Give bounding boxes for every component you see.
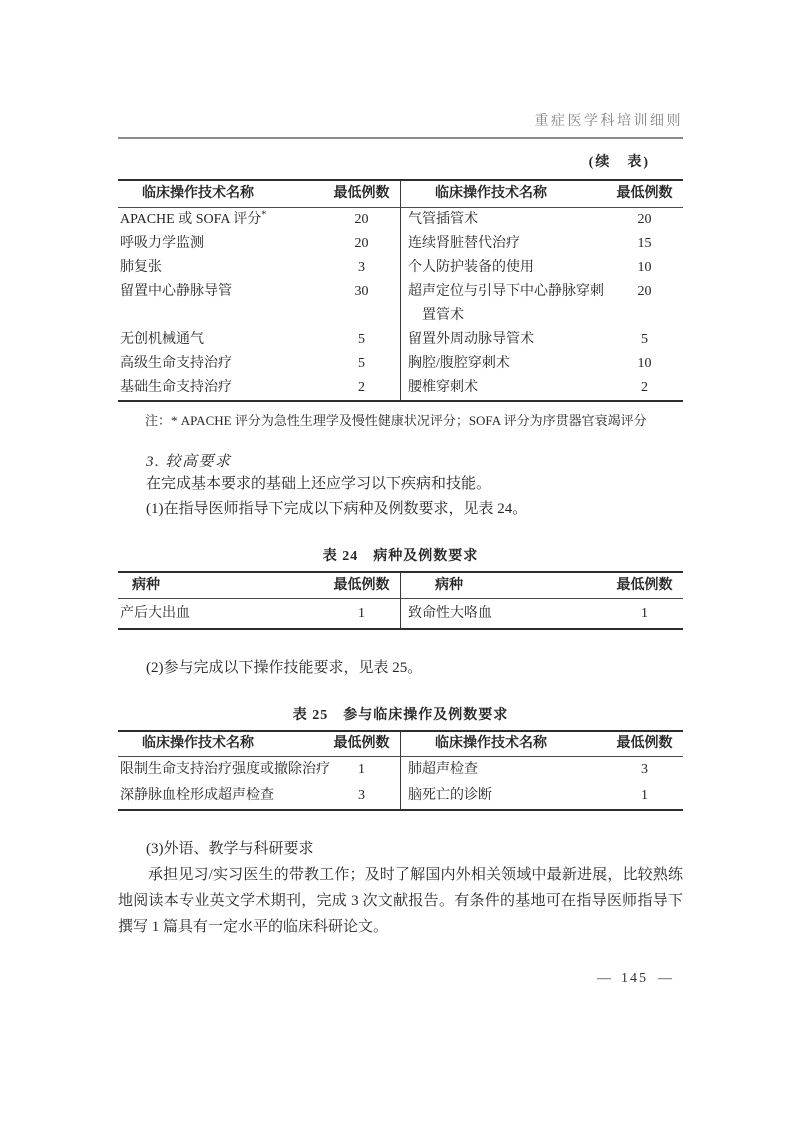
- table-25: [118, 730, 683, 811]
- min-cases-cell: 1: [641, 788, 648, 803]
- procedure-name-cell: 呼吸力学监测: [120, 236, 204, 251]
- table-24: [118, 571, 683, 630]
- running-header: 重症医学科培训细则: [534, 114, 683, 129]
- procedure-name-cell: 留置外周动脉导管术: [400, 328, 606, 352]
- table-header-row: [118, 181, 683, 208]
- continued-table-label: (续 表): [588, 155, 650, 170]
- page-number-dash: —: [597, 971, 611, 986]
- footnote-star: *: [261, 209, 267, 221]
- min-cases-cell: 1: [358, 762, 365, 777]
- table-row: [118, 256, 683, 280]
- page-number-dash: —: [658, 971, 672, 986]
- table-row: [118, 783, 683, 809]
- procedure-name-cell: 腰椎穿刺术: [400, 376, 606, 400]
- column-header-procedure: 临床操作技术名称: [400, 181, 606, 207]
- min-cases-cell: 1: [641, 606, 648, 621]
- column-header-min-cases: 最低例数: [616, 736, 673, 751]
- procedure-name-cell: 限制生命支持治疗强度或撤除治疗: [120, 762, 330, 777]
- continued-operations-table: [118, 179, 683, 402]
- procedure-name-cell: 基础生命支持治疗: [120, 380, 232, 395]
- column-header-min-cases: 最低例数: [616, 578, 673, 593]
- procedure-name-cell: 肺超声检查: [400, 757, 606, 783]
- column-header-procedure: 临床操作技术名称: [142, 736, 254, 751]
- table-row: [118, 376, 683, 400]
- table-header-row: [118, 732, 683, 757]
- min-cases-cell: 1: [358, 606, 365, 621]
- min-cases-cell: 3: [358, 260, 365, 275]
- procedure-name-cell: 置管术: [400, 304, 606, 328]
- procedure-name: APACHE 或 SOFA 评分: [120, 212, 262, 227]
- min-cases-cell: 5: [358, 356, 365, 371]
- min-cases-cell: [323, 304, 400, 328]
- procedure-name-cell: [118, 304, 323, 328]
- header-rule: [118, 137, 683, 139]
- procedure-name-cell: 无创机械通气: [120, 332, 204, 347]
- table-body: [118, 757, 683, 809]
- procedure-name-cell: 连续肾脏替代治疗: [400, 232, 606, 256]
- min-cases-cell: 3: [358, 788, 365, 803]
- column-header-min-cases: 最低例数: [333, 186, 390, 201]
- min-cases-cell: 30: [354, 284, 369, 299]
- min-cases-cell: 20: [637, 284, 652, 299]
- paragraph-item-2: (2)参与完成以下操作技能要求，见表 25。: [146, 660, 423, 676]
- table-row: [118, 599, 683, 628]
- min-cases-cell: 2: [358, 380, 365, 395]
- column-header-min-cases: 最低例数: [333, 578, 390, 593]
- procedure-name-cell: 肺复张: [120, 260, 162, 275]
- table-body: [118, 599, 683, 628]
- table-header-row: [118, 573, 683, 599]
- table-footnote: 注：* APACHE 评分为急性生理学及慢性健康状况评分；SOFA 评分为序贯器官衰竭评分: [145, 413, 647, 428]
- procedure-name-cell: 超声定位与引导下中心静脉穿刺: [400, 280, 606, 304]
- min-cases-cell: [606, 304, 683, 328]
- procedure-name-cell: 留置中心静脉导管: [120, 284, 232, 299]
- table-row: [118, 280, 683, 304]
- min-cases-cell: 20: [354, 212, 369, 227]
- paragraph-item-3: (3)外语、教学与科研要求: [146, 841, 314, 857]
- section-heading: 3. 较高要求: [146, 454, 232, 470]
- table-row: [118, 757, 683, 783]
- procedure-name-cell: 脑死亡的诊断: [400, 783, 606, 809]
- table-body: [118, 208, 683, 400]
- page-number-value: 145: [621, 971, 648, 986]
- column-header-disease: 病种: [132, 578, 160, 593]
- min-cases-cell: 10: [637, 260, 652, 275]
- column-header-min-cases: 最低例数: [616, 186, 673, 201]
- paragraph-item-1: (1)在指导医师指导下完成以下病种及例数要求，见表 24。: [146, 501, 528, 517]
- procedure-name-cell: 高级生命支持治疗: [120, 356, 232, 371]
- min-cases-cell: 5: [358, 332, 365, 347]
- min-cases-cell: 20: [354, 236, 369, 251]
- min-cases-cell: 3: [641, 762, 648, 777]
- disease-name-cell: 致命性大咯血: [400, 599, 606, 628]
- column-header-procedure: 临床操作技术名称: [400, 732, 606, 756]
- table-24-title: 表 24 病种及例数要求: [322, 549, 479, 564]
- min-cases-cell: 10: [637, 356, 652, 371]
- column-header-min-cases: 最低例数: [333, 736, 390, 751]
- procedure-name-cell: [118, 208, 323, 232]
- paragraph-intro: 在完成基本要求的基础上还应学习以下疾病和技能。: [146, 476, 492, 492]
- disease-name-cell: 产后大出血: [120, 606, 190, 621]
- page-content: [118, 0, 683, 988]
- procedure-name-cell: 气管插管术: [400, 208, 606, 232]
- table-row: [118, 352, 683, 376]
- table-row-wrap-continuation: [118, 304, 683, 328]
- column-header-disease: 病种: [400, 573, 606, 598]
- body-paragraph: 承担见习/实习医生的带教工作；及时了解国内外相关领域中最新进展，比较熟练地阅读本专业英文学术期刊，完成 3 次文献报告。有条件的基地可在指导医师指导下撰写 1 篇具有一定水平的临床科研论文。: [118, 867, 683, 935]
- column-header-procedure: 临床操作技术名称: [142, 186, 254, 201]
- procedure-name-cell: 个人防护装备的使用: [400, 256, 606, 280]
- min-cases-cell: 20: [637, 212, 652, 227]
- page-number: [118, 970, 683, 988]
- table-row: [118, 328, 683, 352]
- procedure-name-cell: 胸腔/腹腔穿刺术: [400, 352, 606, 376]
- table-row: [118, 232, 683, 256]
- min-cases-cell: 15: [637, 236, 652, 251]
- procedure-name-cell: 深静脉血栓形成超声检查: [120, 788, 274, 803]
- min-cases-cell: 5: [641, 332, 648, 347]
- table-row: [118, 208, 683, 232]
- min-cases-cell: 2: [641, 380, 648, 395]
- table-25-title: 表 25 参与临床操作及例数要求: [292, 708, 509, 723]
